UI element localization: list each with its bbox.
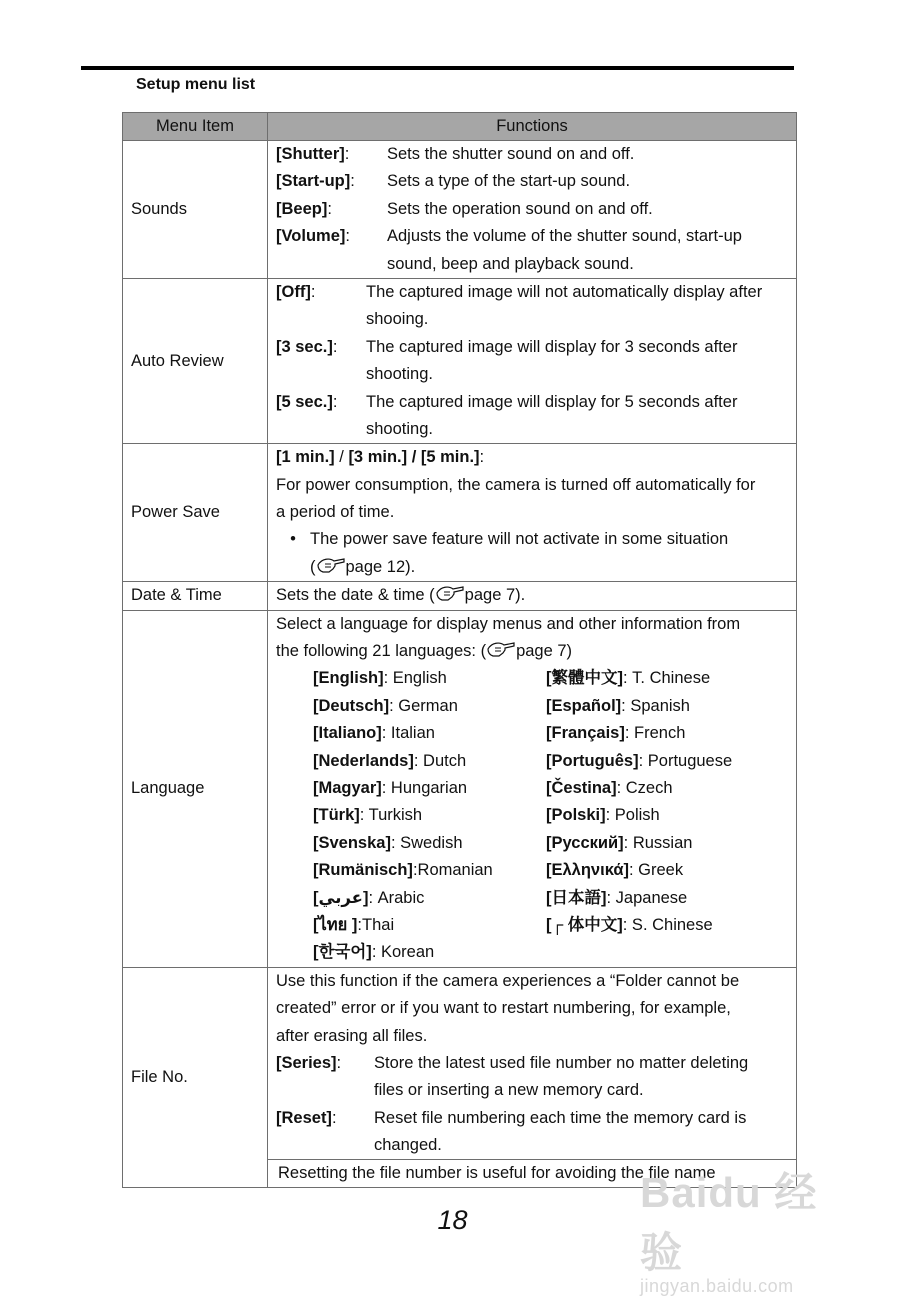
list-item: [عربي]: Arabic xyxy=(313,888,425,907)
header-functions: Functions xyxy=(268,113,797,141)
list-item: [Nederlands]: Dutch xyxy=(313,751,467,770)
top-rule xyxy=(81,66,794,70)
label-3sec: [3 sec.] xyxy=(276,337,333,356)
label-reset: [Reset] xyxy=(276,1108,332,1127)
list-item: [Rumänisch]:Romanian xyxy=(313,861,493,880)
table-header-row xyxy=(123,113,797,141)
label-series: [Series] xyxy=(276,1053,337,1072)
pointing-hand-icon xyxy=(486,640,516,658)
pointing-hand-icon xyxy=(316,556,346,574)
power-save-desc-2: a period of time. xyxy=(276,503,395,522)
power-save-desc-1: For power consumption, the camera is turned off automatically for xyxy=(276,475,756,494)
list-item: [Čestina]: Czech xyxy=(546,778,673,797)
functions-language xyxy=(268,610,797,967)
auto-review-entry-off: [Off]: The captured image will not automatically display after shooing. xyxy=(276,282,763,329)
list-item: [┌ 体中文]: S. Chinese xyxy=(546,915,713,934)
functions-sounds xyxy=(268,141,797,279)
item-date-time: Date & Time xyxy=(123,582,268,610)
sounds-entry-volume: [Volume]: Adjusts the volume of the shutter sound, start-up sound, beep and playback sound. xyxy=(276,227,742,273)
language-intro-2: the following 21 languages: ( page 7) xyxy=(276,642,573,661)
label-beep: [Beep] xyxy=(276,199,328,218)
label-5sec: [5 sec.] xyxy=(276,392,333,411)
label-off: [Off] xyxy=(276,282,311,301)
language-list xyxy=(276,665,790,966)
watermark xyxy=(640,1160,860,1296)
list-item: [한국어]: Korean xyxy=(313,943,435,962)
list-item: [繁體中文]: T. Chinese xyxy=(546,669,711,688)
sounds-entry-startup: [Start-up]: Sets a type of the start-up sound. xyxy=(276,172,631,191)
list-item: [Svenska]: Swedish xyxy=(313,833,463,852)
label-shutter: [Shutter] xyxy=(276,145,345,163)
watermark-url: jingyan.baidu.com xyxy=(640,1276,794,1296)
power-save-options: [1 min.] / [3 min.] / [5 min.]: xyxy=(276,448,485,467)
list-item: [Italiano]: Italian xyxy=(313,724,435,743)
functions-file-no: Use this function if the camera experiences a “Folder cannot be created” error or if you want to restart numbering, for example, after erasing all files. [Series]: Store the latest used file number no matter deleting files or inserting a new memory card. [Reset]: Reset file numbering each time the memory card is changed. Resetting the file number is useful for avoiding the file name xyxy=(268,967,797,1188)
auto-review-entry-3sec: [3 sec.]: The captured image will display for 3 seconds after shooting. xyxy=(276,337,738,384)
table-row-power-save xyxy=(123,444,797,582)
list-item: [Français]: French xyxy=(546,724,686,743)
file-no-entry-series: [Series]: Store the latest used file number no matter deleting files or inserting a new memory card. xyxy=(276,1053,749,1100)
table-row-file-no xyxy=(123,967,797,1188)
table-row-date-time xyxy=(123,582,797,610)
item-sounds: Sounds xyxy=(123,141,268,279)
item-file-no: File No. xyxy=(123,967,268,1188)
list-item: [Ελληνικά]: Greek xyxy=(546,861,684,880)
language-intro-1: Select a language for display menus and other information from xyxy=(276,614,741,633)
label-startup: [Start-up] xyxy=(276,172,351,191)
bullet-icon: • xyxy=(290,530,296,549)
list-item: [ไทย ]:Thai xyxy=(313,915,395,934)
setup-menu-table xyxy=(122,112,797,1188)
item-language: Language xyxy=(123,610,268,967)
label-volume: [Volume] xyxy=(276,227,346,246)
list-item: [Español]: Spanish xyxy=(546,696,690,715)
auto-review-entry-5sec: [5 sec.]: The captured image will display for 5 seconds after shooting. xyxy=(276,392,738,438)
list-item: [Polski]: Polish xyxy=(546,806,660,825)
list-item: [日本語]: Japanese xyxy=(546,888,688,907)
table-row-auto-review xyxy=(123,278,797,443)
sounds-entry-shutter: [Shutter]: Sets the shutter sound on and off. xyxy=(276,145,635,163)
item-auto-review: Auto Review xyxy=(123,278,268,443)
list-item: [Magyar]: Hungarian xyxy=(313,778,468,797)
list-item: [Deutsch]: German xyxy=(313,696,458,715)
table-row-sounds xyxy=(123,141,797,279)
item-power-save: Power Save xyxy=(123,444,268,582)
table-row-language xyxy=(123,610,797,967)
list-item: [English]: English xyxy=(313,669,447,688)
functions-auto-review xyxy=(268,278,797,443)
header-menu-item: Menu Item xyxy=(123,113,268,141)
watermark-logo: Baidu 经验 xyxy=(640,1169,818,1276)
functions-power-save xyxy=(268,444,797,582)
page-number: 18 xyxy=(437,1205,468,1235)
file-no-entry-reset: [Reset]: Reset file numbering each time the memory card is changed. xyxy=(276,1108,747,1155)
list-item: [Русский]: Russian xyxy=(546,833,693,852)
power-save-note: • The power save feature will not activate in some situation ( page 12). xyxy=(276,526,790,581)
file-no-note: Resetting the file number is useful for avoiding the file name xyxy=(268,1159,796,1187)
list-item: [Türk]: Turkish xyxy=(313,806,423,825)
functions-date-time: Sets the date & time ( page 7). xyxy=(268,582,797,610)
page-title: Setup menu list xyxy=(136,76,256,93)
list-item: [Português]: Portuguese xyxy=(546,751,733,770)
pointing-hand-icon xyxy=(435,584,465,602)
sounds-entry-beep: [Beep]: Sets the operation sound on and off. xyxy=(276,199,653,218)
